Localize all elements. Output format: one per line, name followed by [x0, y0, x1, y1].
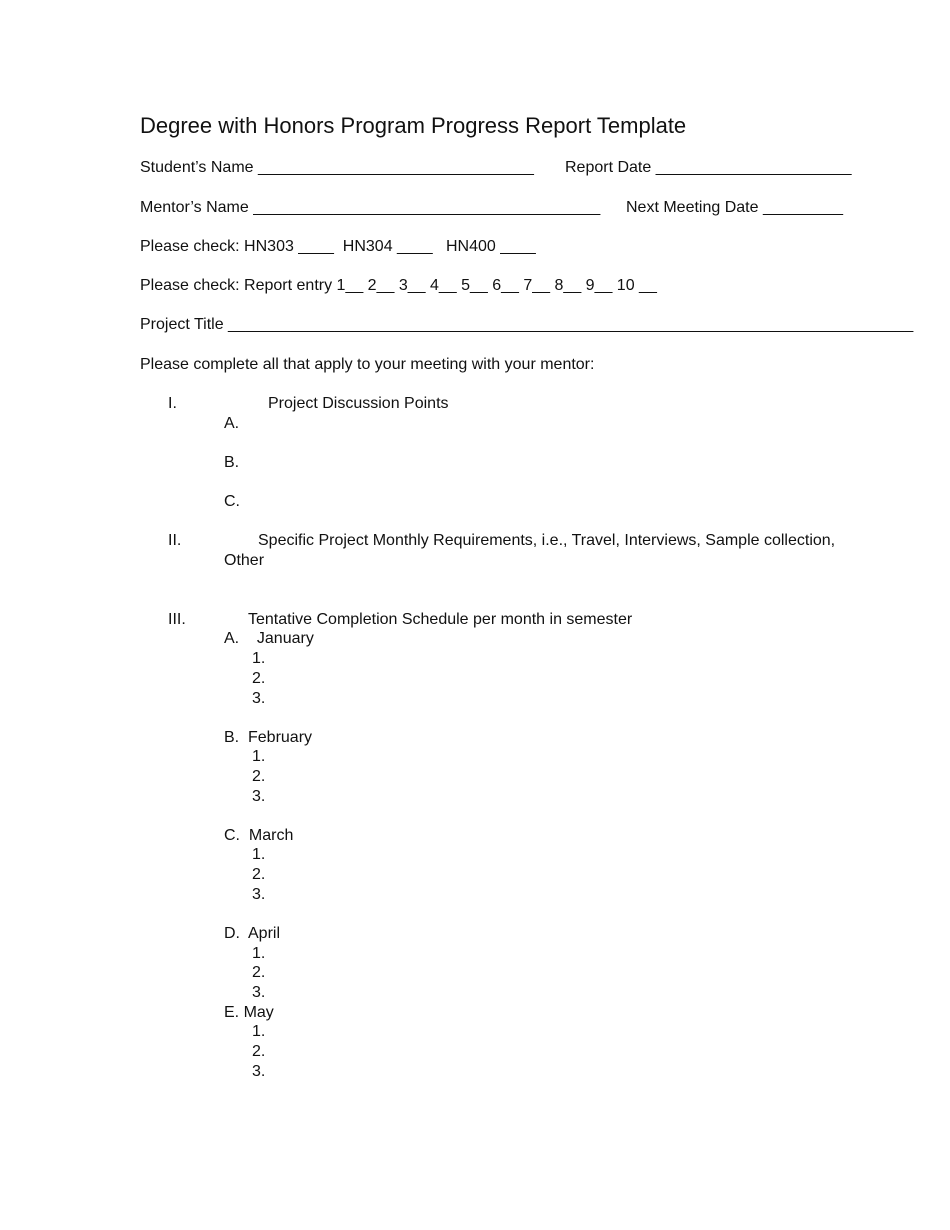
- month-label: D. April: [224, 925, 281, 942]
- list-item: 2.: [252, 964, 266, 981]
- list-item: B.: [224, 454, 240, 471]
- report-date-field[interactable]: Report Date ______________________: [565, 159, 852, 176]
- course-check-field[interactable]: Please check: HN303 ____ HN304 ____ HN400 ____: [140, 238, 536, 255]
- list-item: C.: [224, 493, 240, 510]
- month-label: B. February: [224, 729, 313, 746]
- mentor-name-field[interactable]: Mentor’s Name _______________________________________: [140, 199, 601, 216]
- section-heading-continuation: Other: [224, 552, 265, 569]
- list-item: 3.: [252, 690, 266, 707]
- list-item: 2.: [252, 866, 266, 883]
- list-item: 2.: [252, 1043, 266, 1060]
- section-heading: Project Discussion Points: [268, 395, 449, 412]
- next-meeting-date-field[interactable]: Next Meeting Date _________: [626, 199, 844, 216]
- month-label: E. May: [224, 1004, 274, 1021]
- list-item: 3.: [252, 788, 266, 805]
- month-label: A. January: [224, 630, 314, 647]
- list-item: 1.: [252, 846, 266, 863]
- month-label: C. March: [224, 827, 294, 844]
- list-item: 3.: [252, 984, 266, 1001]
- student-name-field[interactable]: Student’s Name _______________________________: [140, 159, 534, 176]
- report-entry-check-field[interactable]: Please check: Report entry 1__ 2__ 3__ 4__ 5__ 6__ 7__ 8__ 9__ 10 __: [140, 277, 657, 294]
- list-item: A.: [224, 415, 240, 432]
- list-item: 3.: [252, 886, 266, 903]
- page-title: Degree with Honors Program Progress Report Template: [140, 113, 687, 138]
- section-heading: Tentative Completion Schedule per month in semester: [248, 611, 633, 628]
- list-item: 1.: [252, 650, 266, 667]
- section-heading: Specific Project Monthly Requirements, i.e., Travel, Interviews, Sample collection,: [258, 532, 836, 549]
- section-numeral: II.: [168, 532, 182, 549]
- list-item: 3.: [252, 1063, 266, 1080]
- list-item: 2.: [252, 768, 266, 785]
- instructions-text: Please complete all that apply to your meeting with your mentor:: [140, 356, 595, 373]
- list-item: 1.: [252, 1023, 266, 1040]
- section-numeral: III.: [168, 611, 186, 628]
- list-item: 1.: [252, 748, 266, 765]
- list-item: 1.: [252, 945, 266, 962]
- project-title-field[interactable]: Project Title _____________________________________________________________________________: [140, 316, 914, 333]
- section-numeral: I.: [168, 395, 177, 412]
- list-item: 2.: [252, 670, 266, 687]
